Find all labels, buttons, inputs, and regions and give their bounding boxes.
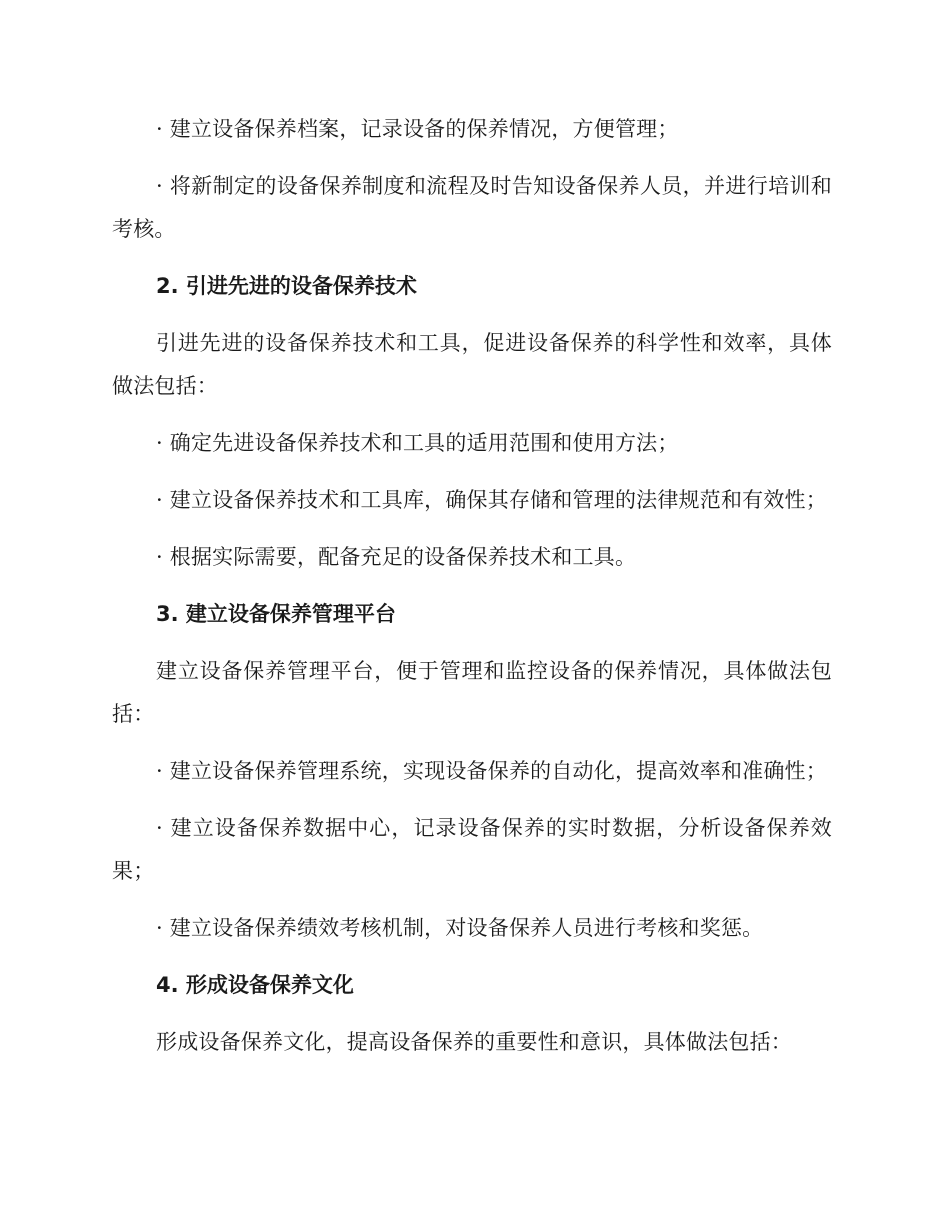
bullet-tool-library: · 建立设备保养技术和工具库，确保其存储和管理的法律规范和有效性； [156,488,827,512]
bullet-scope-method: · 确定先进设备保养技术和工具的适用范围和使用方法； [156,431,679,455]
bullet-data-center: · 建立设备保养数据中心，记录设备保养的实时数据，分析设备保养效果； [112,816,832,883]
bullet-performance: · 建立设备保养绩效考核机制，对设备保养人员进行考核和奖惩。 [156,916,764,940]
bullet-notify-training: · 将新制定的设备保养制度和流程及时告知设备保养人员，并进行培训和考核。 [112,174,832,241]
section-intro-4: 形成设备保养文化，提高设备保养的重要性和意识，具体做法包括： [156,1030,792,1054]
section-heading-3: 3. 建立设备保养管理平台 [156,602,396,626]
section-intro-2: 引进先进的设备保养技术和工具，促进设备保养的科学性和效率，具体做法包括： [112,331,832,398]
bullet-archive: · 建立设备保养档案，记录设备的保养情况，方便管理； [156,117,679,141]
bullet-management-system: · 建立设备保养管理系统，实现设备保养的自动化，提高效率和准确性； [156,759,827,783]
document-page [112,108,832,1078]
section-heading-4: 4. 形成设备保养文化 [156,973,354,997]
section-intro-3: 建立设备保养管理平台，便于管理和监控设备的保养情况，具体做法包括： [112,659,832,726]
bullet-equip-tools: · 根据实际需要，配备充足的设备保养技术和工具。 [156,545,637,569]
section-heading-2: 2. 引进先进的设备保养技术 [156,274,417,298]
